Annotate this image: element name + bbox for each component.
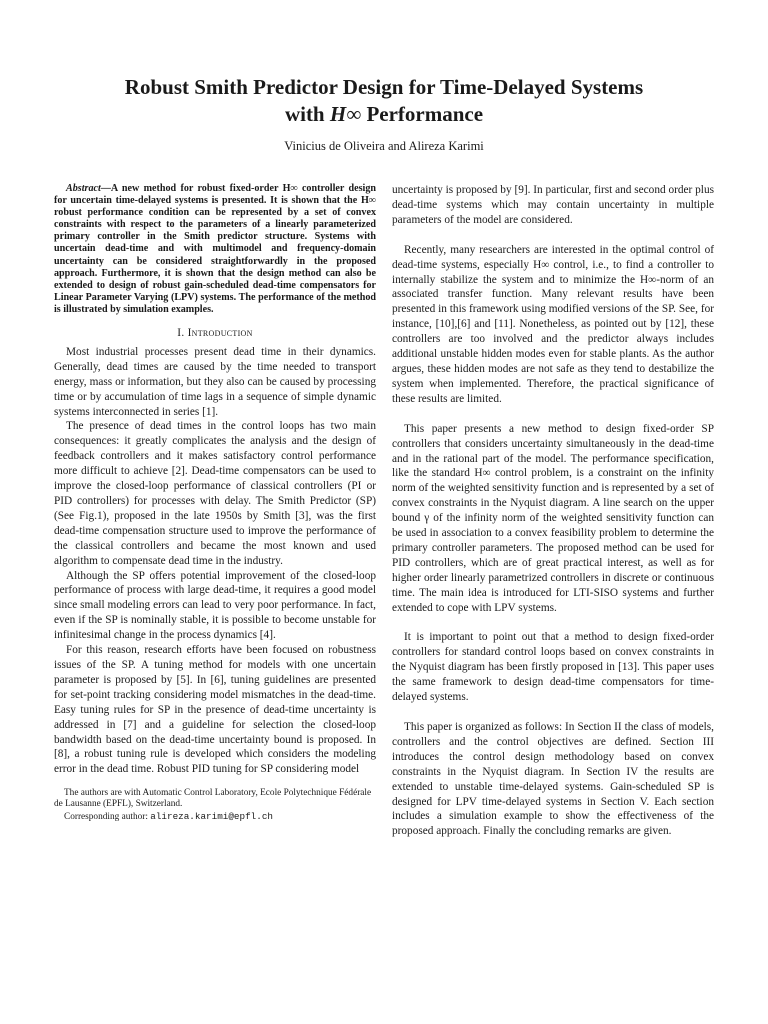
left-column <box>54 183 376 823</box>
body-paragraph-2: Recently, many researchers are interested in the optimal control of dead-time systems, especially H∞ control, i.e., to find a controller to internally stabilize the system and to minimize the H∞-norm of an associated transfer function. Many relevant results have been presented in this framework using modified versions of the SP. See, for instance, [10],[6] and [11]. Nonetheless, as pointed out by [12], these controllers are too involved and the predictor always includes additional unstable hidden modes even for stable plants. As the author argues, these hidden modes are not safe as they tend to destabilize the system when implemented. Therefore, the practical significance of these results are limited. <box>392 243 714 405</box>
paper-title <box>60 74 708 128</box>
intro-paragraph-3: Although the SP offers potential improvement of the closed-loop performance of process with large dead-time, it requires a good model since small modeling errors can lead to very poor performance. In fact, even if the SP is nominally stable, it is possible to become unstable for infinitesimal change in the process dynamics [4]. <box>54 569 376 642</box>
body-paragraph-3: This paper presents a new method to design fixed-order SP controllers that considers uncertainty simultaneously in the dead-time and in the rational part of the model. The performance specification, like the standard H∞ control problem, is a constraint on the infinity norm of the weighted sensitivity function and is represented by a set of convex constraints in the Nyquist diagram. A line search on the upper bound γ of the infinity norm of the weighted sensitivity function can be used in association to a convex feasibility problem to determine the primary controller parameters. The proposed method can be used for PID controllers, which are of great practical interest, as well as for higher order linearly parametrized controllers in discrete or continuous time. The main idea is introduced for LTI-SISO systems and further extended to cope with LPV systems. <box>392 422 714 614</box>
abstract-label: Abstract <box>66 183 101 194</box>
author-email-link[interactable]: alireza.karimi@epfl.ch <box>150 810 273 822</box>
title-line-2-prefix: with <box>284 102 330 126</box>
footnote-contact-label: Corresponding author: <box>64 811 151 822</box>
author-list: Vinicius de Oliveira and Alireza Karimi <box>284 139 484 153</box>
section-heading-introduction: I. Introduction <box>177 327 253 340</box>
intro-paragraph-4: For this reason, research efforts have been focused on robustness issues of the SP. A tuning method for models with one uncertain parameter is proposed by [5]. In [6], tuning guidelines are presented for set-point tracking considering model mismatches in the dead-time. Easy tuning rules for SP in the presence of dead-time uncertainty is addressed in [7] and a guideline for selection the closed-loop bandwidth based on the dead-time uncertainty bound is proposed. In [8], a robust tuning rule is developed which considers the modeling error in the dead time. Robust PID tuning for SP considering model <box>54 644 376 776</box>
footnote-contact <box>54 811 376 823</box>
body-paragraph-5: This paper is organized as follows: In Section II the class of models, controllers and the control objectives are defined. Section III introduces the control design methodology based on convex constraints in the Nyquist diagram. In Section IV the results are extended to unstable time-delayed systems. Gain-scheduled SP is designed for LPV time-delayed systems in Section V. Each section includes a simulation example to show the effectiveness of the proposed approach. Finally the concluding remarks are given. <box>392 721 714 838</box>
footnote-affiliation: The authors are with Automatic Control Laboratory, Ecole Polytechnique Fédérale de Lausanne (EPFL), Switzerland. <box>54 788 372 810</box>
title-math-symbol: H∞ <box>329 102 362 126</box>
intro-paragraph-2: The presence of dead times in the control loops has two main consequences: it greatly complicates the analysis and the design of feedback controllers and it makes satisfactory control performance more difficult to achieve [2]. Dead-time compensators can be used to improve the closed-loop performance of classical controllers (PI or PID controllers) for processes with delay. The Smith Predictor (SP) (See Fig.1), proposed in the late 1950s by Smith [3], was the first dead-time compensation structure used to improve the performance of the classical controllers and became the most known and used algorithm to compensate dead time in the industry. <box>54 420 376 567</box>
title-line-2-suffix: Performance <box>361 102 484 126</box>
right-column <box>392 183 714 839</box>
footnote <box>54 788 376 823</box>
body-paragraph-4: It is important to point out that a method to design fixed-order controllers for standard control loops based on convex constraints in the Nyquist diagram has been firstly proposed in [13]. This paper uses the same framework to design dead-time compensators for time-delayed systems. <box>392 631 714 704</box>
intro-paragraph-1: Most industrial processes present dead time in their dynamics. Generally, dead times are caused by the time needed to transport energy, mass or information, but they also can be caused by processing time or by accumulation of time lags in a sequence of simple dynamic systems interconnected in series [1]. <box>54 345 376 418</box>
body-paragraph-continued: uncertainty is proposed by [9]. In particular, first and second order plus dead-time systems which may contain uncertainty in multiple parameters of the model are considered. <box>392 184 714 226</box>
abstract <box>54 183 376 316</box>
title-line-1: Robust Smith Predictor Design for Time-Delayed Systems <box>124 75 644 99</box>
abstract-text: —A new method for robust fixed-order H∞ controller design for uncertain time-delayed systems is presented. It is shown that the H∞ robust performance condition can be represented by a set of convex constraints with respect to the parameters of a linearly parameterized primary controller in the Smith predictor structure. Systems with uncertain dead-time and with multimodel and frequency-domain uncertainty can be considered straightforwardly in the proposed approach. Furthermore, it is shown that the design method can also be extended to design of robust gain-scheduled dead-time compensators for Linear Parameter Varying (LPV) systems. The performance of the method is illustrated by simulation examples. <box>54 183 376 315</box>
